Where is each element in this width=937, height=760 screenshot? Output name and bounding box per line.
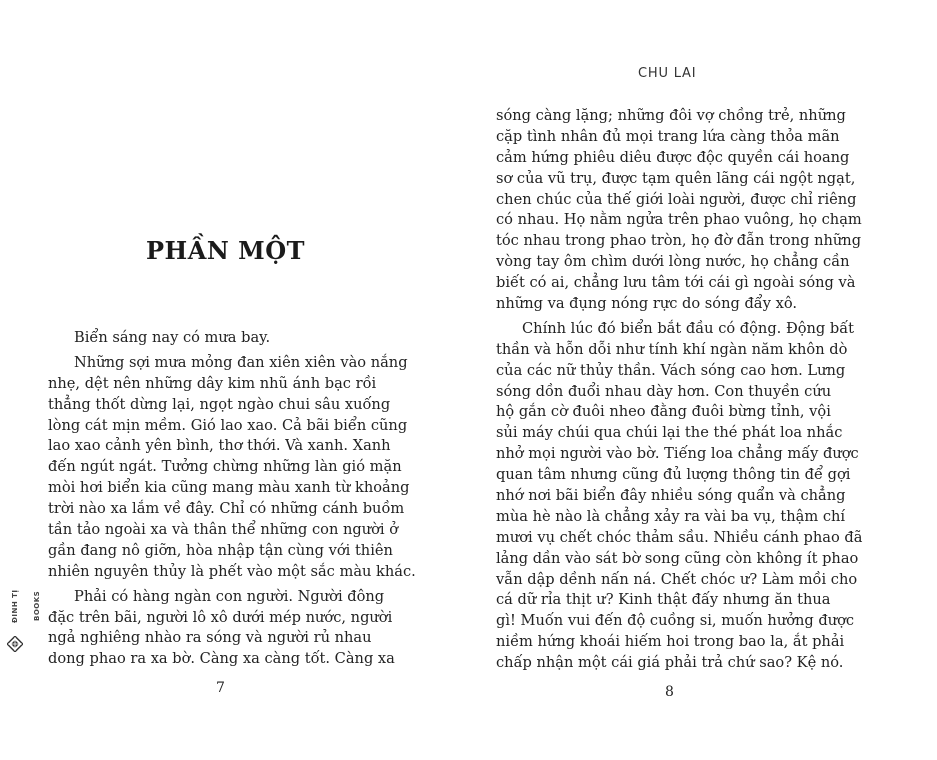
- text-line: nhẹ, dệt nên những dây kim nhũ ánh bạc rồi: [48, 374, 377, 392]
- text-line: sóng dồn đuổi nhau dày hơn. Con thuyền cứu: [496, 382, 832, 400]
- left-page: [0, 0, 468, 760]
- text-line: quan tâm nhưng cũng đủ lượng thông tin để gợi: [496, 466, 851, 484]
- text-line: vòng tay ôm chìm dưới lòng nước, họ chẳng cần: [496, 253, 850, 271]
- publisher-mark: [4, 580, 41, 660]
- running-header: CHU LAI: [638, 66, 697, 81]
- text-line: của các nữ thủy thần. Vách sóng cao hơn. Lưng: [496, 361, 846, 379]
- text-line: sóng càng lặng; những đôi vợ chồng trẻ, những: [496, 107, 846, 124]
- text-line: gần đang nô giỡn, hòa nhập tận cùng với thiên: [48, 541, 393, 559]
- text-line: sủi máy chúi qua chúi lại the thé phát loa nhắc: [496, 424, 843, 442]
- text-line: ngả nghiêng nhào ra sóng và người rủ nhau: [48, 629, 372, 647]
- text-line: nhớ nơi bãi biển đây nhiều sóng quẩn và chẳng: [496, 487, 846, 505]
- text-line: nhở mọi người vào bờ. Tiếng loa chẳng mấy được: [496, 445, 859, 463]
- left-page-body: [48, 328, 416, 670]
- text-line: chen chúc của thế giới loài người, được chỉ riêng: [496, 190, 857, 208]
- text-line: vẫn dập dềnh nấn ná. Chết chóc ư? Làm mồi cho: [496, 570, 858, 588]
- text-line: niềm hứng khoái hiếm hoi trong bao la, ắt phải: [496, 633, 845, 651]
- text-line: Chính lúc đó biển bắt đầu có động. Động bất: [522, 319, 855, 337]
- text-line: hộ gắn cờ đuôi nheo đằng đuôi bừng tỉnh, vội: [496, 403, 831, 421]
- chapter-title: PHẦN MỘT: [146, 236, 305, 265]
- text-line: mòi hơi biển kia cũng mang màu xanh từ khoảng: [48, 479, 410, 497]
- dinh-ti-diamond-logo-icon: [7, 636, 23, 652]
- text-line: chấp nhận một cái giá phải trả chứ sao? Kệ nó.: [496, 654, 844, 672]
- text-line: lòng cát mịn mềm. Gió lao xao. Cả bãi biển cũng: [48, 416, 408, 434]
- text-line: gì! Muốn vui đến độ cuồng si, muốn hưởng được: [496, 612, 855, 630]
- text-line: có nhau. Họ nằm ngửa trên phao vuông, họ chạm: [496, 211, 862, 229]
- text-line: tần tảo ngoài xa và thân thể những con người ở: [48, 521, 399, 539]
- text-line: Những sợi mưa mỏng đan xiên xiên vào nắng: [74, 353, 408, 371]
- text-line: đến ngút ngát. Tưởng chừng những làn gió mặn: [48, 458, 402, 476]
- text-line: sơ của vũ trụ, được tạm quên lãng cái ngột ngạt,: [496, 169, 856, 187]
- text-line: mươi vụ chết chóc thảm sầu. Nhiều cánh phao đã: [496, 528, 863, 546]
- text-line: tóc nhau trong phao tròn, họ đờ đẫn trong những: [496, 232, 862, 250]
- publisher-name: ĐINH TỊ BOOKS: [11, 589, 41, 623]
- text-line: biết có ai, chẳng lưu tâm tới cái gì ngoài sóng và: [496, 274, 856, 292]
- text-line: cặp tình nhân đủ mọi trang lứa càng thỏa mãn: [496, 127, 840, 145]
- text-line: thần và hỗn dỗi như tính khí ngàn năm khôn dò: [496, 340, 848, 358]
- text-line: cảm hứng phiêu diêu được độc quyền cái hoang: [496, 148, 850, 166]
- text-line: mùa hè nào là chẳng xảy ra vài ba vụ, thậm chí: [496, 507, 846, 525]
- text-line: những va đụng nóng rực do sóng đẩy xô.: [496, 295, 798, 313]
- right-page-body: [496, 106, 863, 674]
- text-line: thẳng thốt dừng lại, ngọt ngào chui sâu xuống: [48, 395, 391, 413]
- page-number: 8: [665, 684, 674, 700]
- text-line: dong phao ra xa bờ. Càng xa càng tốt. Càng xa: [48, 650, 395, 668]
- text-line: cá dữ rỉa thịt ư? Kinh thật đấy nhưng ăn thua: [496, 591, 831, 609]
- text-line: Phải có hàng ngàn con người. Người đông: [74, 587, 385, 605]
- text-line: trời nào xa lắm về đây. Chỉ có những cánh buồm: [48, 500, 405, 518]
- text-line: lảng dần vào sát bờ song cũng còn không ít phao: [496, 549, 859, 567]
- page-number: 7: [216, 680, 225, 696]
- text-line: lao xao cảnh yên bình, thơ thới. Và xanh. Xanh: [48, 437, 391, 455]
- right-page: [468, 0, 937, 760]
- text-line: Biển sáng nay có mưa bay.: [74, 329, 271, 346]
- text-line: nhiên nguyên thủy là phết vào một sắc màu khác.: [48, 562, 416, 580]
- text-line: đặc trên bãi, người lô xô dưới mép nước, người: [48, 608, 393, 626]
